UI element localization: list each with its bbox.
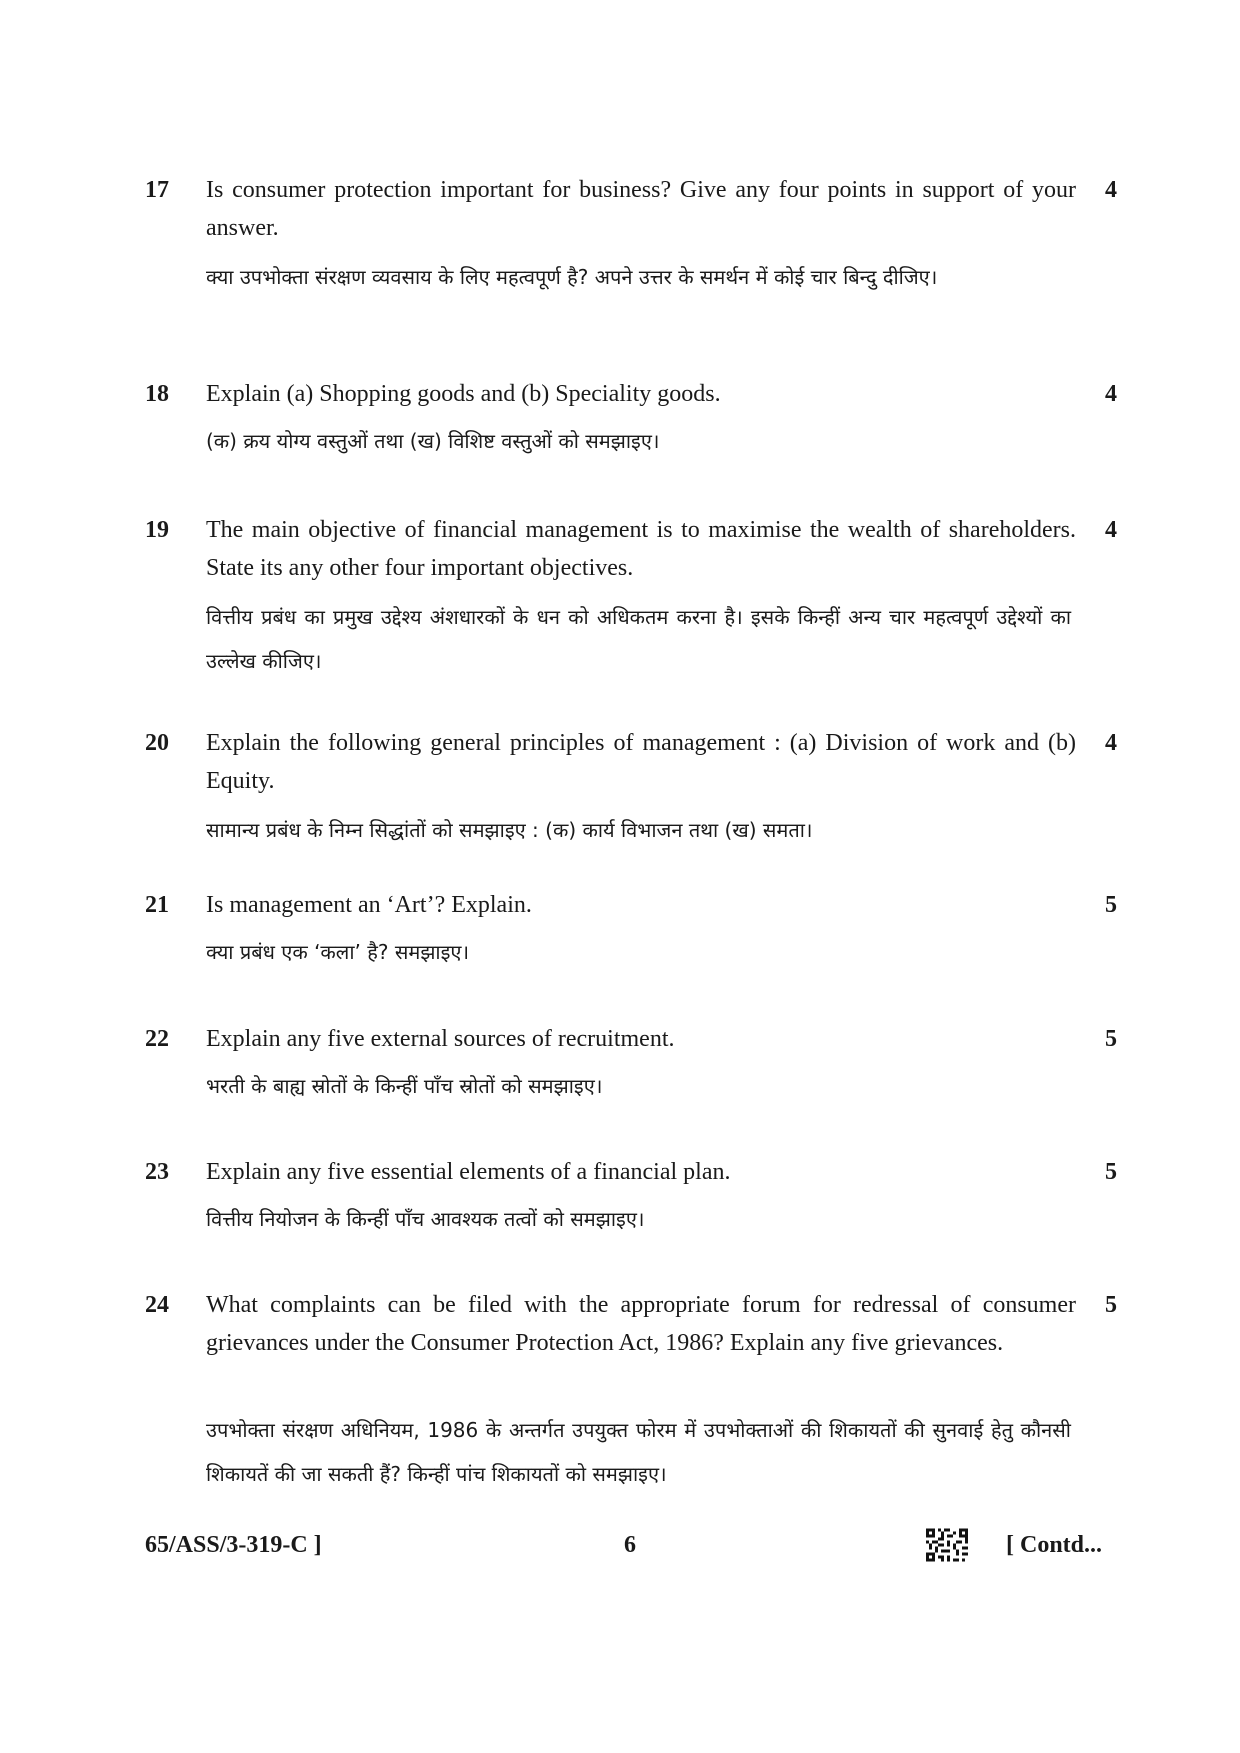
question-number: 21: [145, 892, 169, 918]
question-number: 22: [145, 1026, 169, 1052]
question-hindi: क्या प्रबंध एक ‘कला’ है? समझाइए।: [206, 940, 470, 964]
question-hindi: (क) क्रय योग्य वस्तुओं तथा (ख) विशिष्ट वस्तुओं को समझाइए।: [206, 429, 660, 453]
question-english: Is management an ‘Art’? Explain.: [206, 892, 532, 918]
question-hindi: भरती के बाह्य स्रोतों के किन्हीं पाँच स्रोतों को समझाइए।: [206, 1074, 603, 1098]
question-number: 18: [145, 381, 169, 407]
question-number: 17: [145, 177, 169, 203]
question-number: 23: [145, 1159, 169, 1185]
question-hindi: वित्तीय प्रबंध का प्रमुख उद्देश्य अंशधारकों के धन को अधिकतम करना है। इसके किन्हीं अन्य चार महत्वपूर्ण उद्देश्यों का उल्लेख कीजिए।: [206, 605, 1071, 673]
question-marks: 4: [1105, 517, 1117, 543]
question-marks: 5: [1105, 1292, 1117, 1318]
question-marks: 4: [1105, 381, 1117, 407]
page-footer: [0, 1525, 1240, 1565]
question-marks: 5: [1105, 1026, 1117, 1052]
question-number: 19: [145, 517, 169, 543]
question-marks: 4: [1105, 177, 1117, 203]
paper-code: 65/ASS/3-319-C ]: [145, 1532, 322, 1558]
question-hindi: सामान्य प्रबंध के निम्न सिद्धांतों को समझाइए : (क) कार्य विभाजन तथा (ख) समता।: [206, 818, 813, 842]
continued-label: [ Contd...: [1006, 1532, 1103, 1558]
question-number: 24: [145, 1292, 169, 1318]
question-english: Explain any five essential elements of a financial plan.: [206, 1159, 731, 1185]
page-number: 6: [624, 1532, 636, 1558]
question-number: 20: [145, 730, 169, 756]
qr-code-icon: [926, 1528, 968, 1562]
question-english: Explain (a) Shopping goods and (b) Speciality goods.: [206, 381, 721, 407]
question-hindi: उपभोक्ता संरक्षण अधिनियम, 1986 के अन्तर्गत उपयुक्त फोरम में उपभोक्ताओं की शिकायतों की सुनवाई हेतु कौनसी शिकायतें की जा सकती हैं? किन्हीं पांच शिकायतों को समझाइए।: [206, 1418, 1071, 1486]
question-marks: 5: [1105, 1159, 1117, 1185]
question-english: Explain the following general principles of management : (a) Division of work and (b) Equity.: [206, 730, 1076, 794]
question-hindi: क्या उपभोक्ता संरक्षण व्यवसाय के लिए महत्वपूर्ण है? अपने उत्तर के समर्थन में कोई चार बिन्दु दीजिए।: [206, 265, 938, 289]
question-hindi: वित्तीय नियोजन के किन्हीं पाँच आवश्यक तत्वों को समझाइए।: [206, 1207, 645, 1231]
question-english: What complaints can be filed with the appropriate forum for redressal of consumer grievances under the Consumer Protection Act, 1986? Explain any five grievances.: [206, 1292, 1076, 1356]
question-marks: 5: [1105, 892, 1117, 918]
question-english: Explain any five external sources of recruitment.: [206, 1026, 675, 1052]
question-english: The main objective of financial management is to maximise the wealth of shareholders. State its any other four important objectives.: [206, 517, 1076, 581]
question-english: Is consumer protection important for business? Give any four points in support of your answer.: [206, 177, 1076, 241]
question-marks: 4: [1105, 730, 1117, 756]
